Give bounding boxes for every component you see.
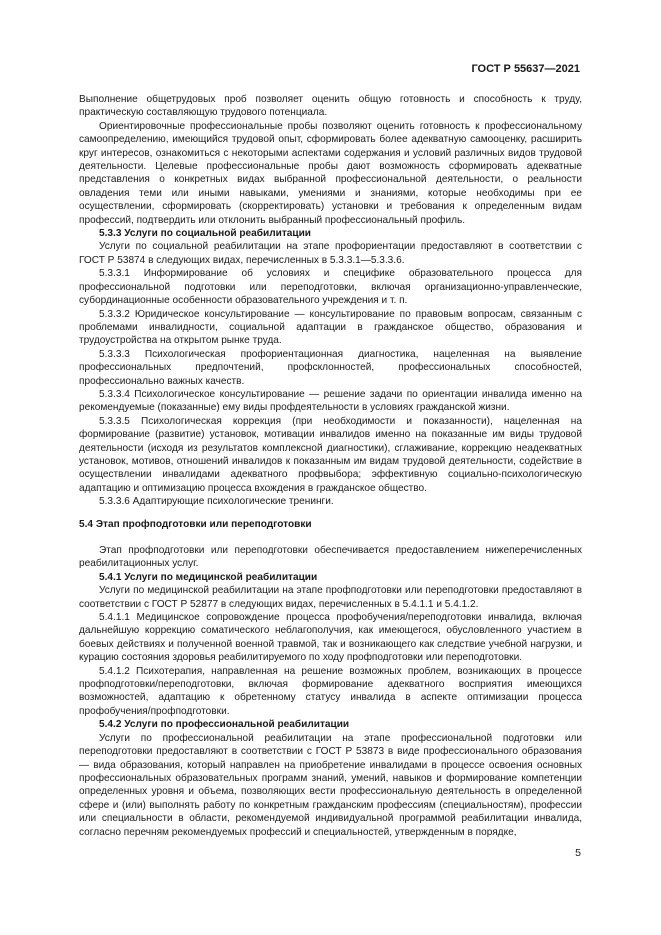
- paragraph: 5.3.3.1 Информирование об условиях и специфике образовательного процесса для профессиональной подготовки или переподготовки, включая организационно-управленческие, субординационные особенности образовательного учреждения и т. п.: [79, 268, 582, 307]
- subsection-heading: 5.4.1 Услуги по медицинской реабилитации: [99, 571, 318, 583]
- paragraph: 5.3.3.2 Юридическое консультирование — консультирование по правовым вопросам, связанным с проблемами инвалидности, социальной адаптации в гражданское общество, образования и трудоустройства на открытом рынке труда.: [79, 308, 582, 347]
- paragraph: Выполнение общетрудовых проб позволяет оценить общую готовность и способность к труду, практическую составляющую трудового потенциала.: [79, 94, 582, 119]
- paragraph: 5.3.3.4 Психологическое консультирование — решение задачи по ориентации инвалида именно на рекомендуемые (показанные) ему виды профдеятельности в условиях гражданской жизни.: [79, 388, 582, 414]
- subsection-heading: 5.3.3 Услуги по социальной реабилитации: [99, 228, 311, 240]
- paragraph: 5.3.3.3 Психологическая профориентационная диагностика, нацеленная на выявление профессиональных предпочтений, профсклонностей, профессиональных способностей, профессионально важных качеств.: [79, 348, 582, 387]
- document-body: [79, 93, 582, 839]
- subsection-heading: 5.4.2 Услуги по профессиональной реабилитации: [99, 719, 350, 731]
- paragraph: 5.4.1.2 Психотерапия, направленная на решение возможных проблем, возникающих в процессе профподготовки/переподготовки, включая формирование адекватного восприятия имеющихся возможностей, адаптацию к обретенному статусу инвалида в аспекте оптимизации процесса профобучения/профподготовки.: [79, 665, 582, 717]
- paragraph: Услуги по медицинской реабилитации на этапе профподготовки или переподготовки предоставляют в соответствии с ГОСТ Р 52877 в следующих видах, перечисленных в 5.4.1.1 и 5.4.1.2.: [79, 585, 582, 610]
- paragraph: 5.3.3.6 Адаптирующие психологические тренинги.: [99, 496, 334, 508]
- paragraph: Услуги по социальной реабилитации на этапе профориентации предоставляют в соответствии с ГОСТ Р 53874 в следующих видах, перечисленных в 5.3.3.1—5.3.3.6.: [79, 241, 582, 266]
- section-heading: 5.4 Этап профподготовки или переподготовки: [79, 518, 312, 530]
- page-number: 5: [575, 847, 581, 859]
- paragraph: Услуги по профессиональной реабилитации на этапе профессиональной подготовки или переподготовки предоставляют в соответствии с ГОСТ Р 53873 в виде профессионального образования — вида образования, который направлен на приобретение инвалидами в процессе освоения основных профессиональных образовательных программ знаний, умений, навыков и формирование компетенции определенных уровня и объема, позволяющих вести профессиональную деятельность в определенной сфере и (или) выполнять работу по конкретным гражданским профессиям (специальностям), профессии или специальности в области, рекомендуемой индивидуальной программой реабилитации инвалида, согласно перечням рекомендуемых профессий и специальностей, утвержденным в порядке,: [79, 732, 582, 838]
- paragraph: 5.3.3.5 Психологическая коррекция (при необходимости и показанности), нацеленная на формирование (развитие) установок, мотивации инвалидов именно на показанные им виды трудовой деятельности (исходя из результатов комплексной диагностики), сглаживание, коррекцию неадекватных установок, мотивов, отношений инвалидов к показанным им видам трудовой деятельности, содействие в осуществлении инвалидами адекватного профвыбора; эффективную социально-психологическую адаптацию и оптимизацию процесса вхождения в гражданское общество.: [79, 415, 582, 494]
- paragraph: 5.4.1.1 Медицинское сопровождение процесса профобучения/переподготовки инвалида, включая дальнейшую коррекцию соматического неблагополучия, как имеющегося, обусловленного участием в боевых действиях и полученной военной травмой, так и возникающего как следствие учебной нагрузки, и курацию состояния здоровья реабилитируемого по ходу профподготовки или переподготовки.: [79, 612, 582, 664]
- document-id-header: ГОСТ Р 55637—2021: [471, 63, 580, 75]
- paragraph: Ориентировочные профессиональные пробы позволяют оценить готовность к профессиональному самоопределению, имеющийся трудовой опыт, сформировать более адекватную самооценку, расширить круг интересов, ознакомиться с некоторыми аспектами содержания и условий различных видов трудовой деятельности. Целевые профессиональные пробы дают возможность сформировать адекватные представления о конкретных видах выбранной профессиональной деятельности, о реальности овладения теми или иными навыками, умениями и знаниями, которые необходимы при ее осуществлении, сформировать (скорректировать) установки и требования к определенным видам профессий, подтвердить или отклонить выбранный профессиональный профиль.: [79, 120, 582, 226]
- paragraph: Этап профподготовки или переподготовки обеспечивается предоставлением нижеперечисленных реабилитационных услуг.: [79, 545, 582, 570]
